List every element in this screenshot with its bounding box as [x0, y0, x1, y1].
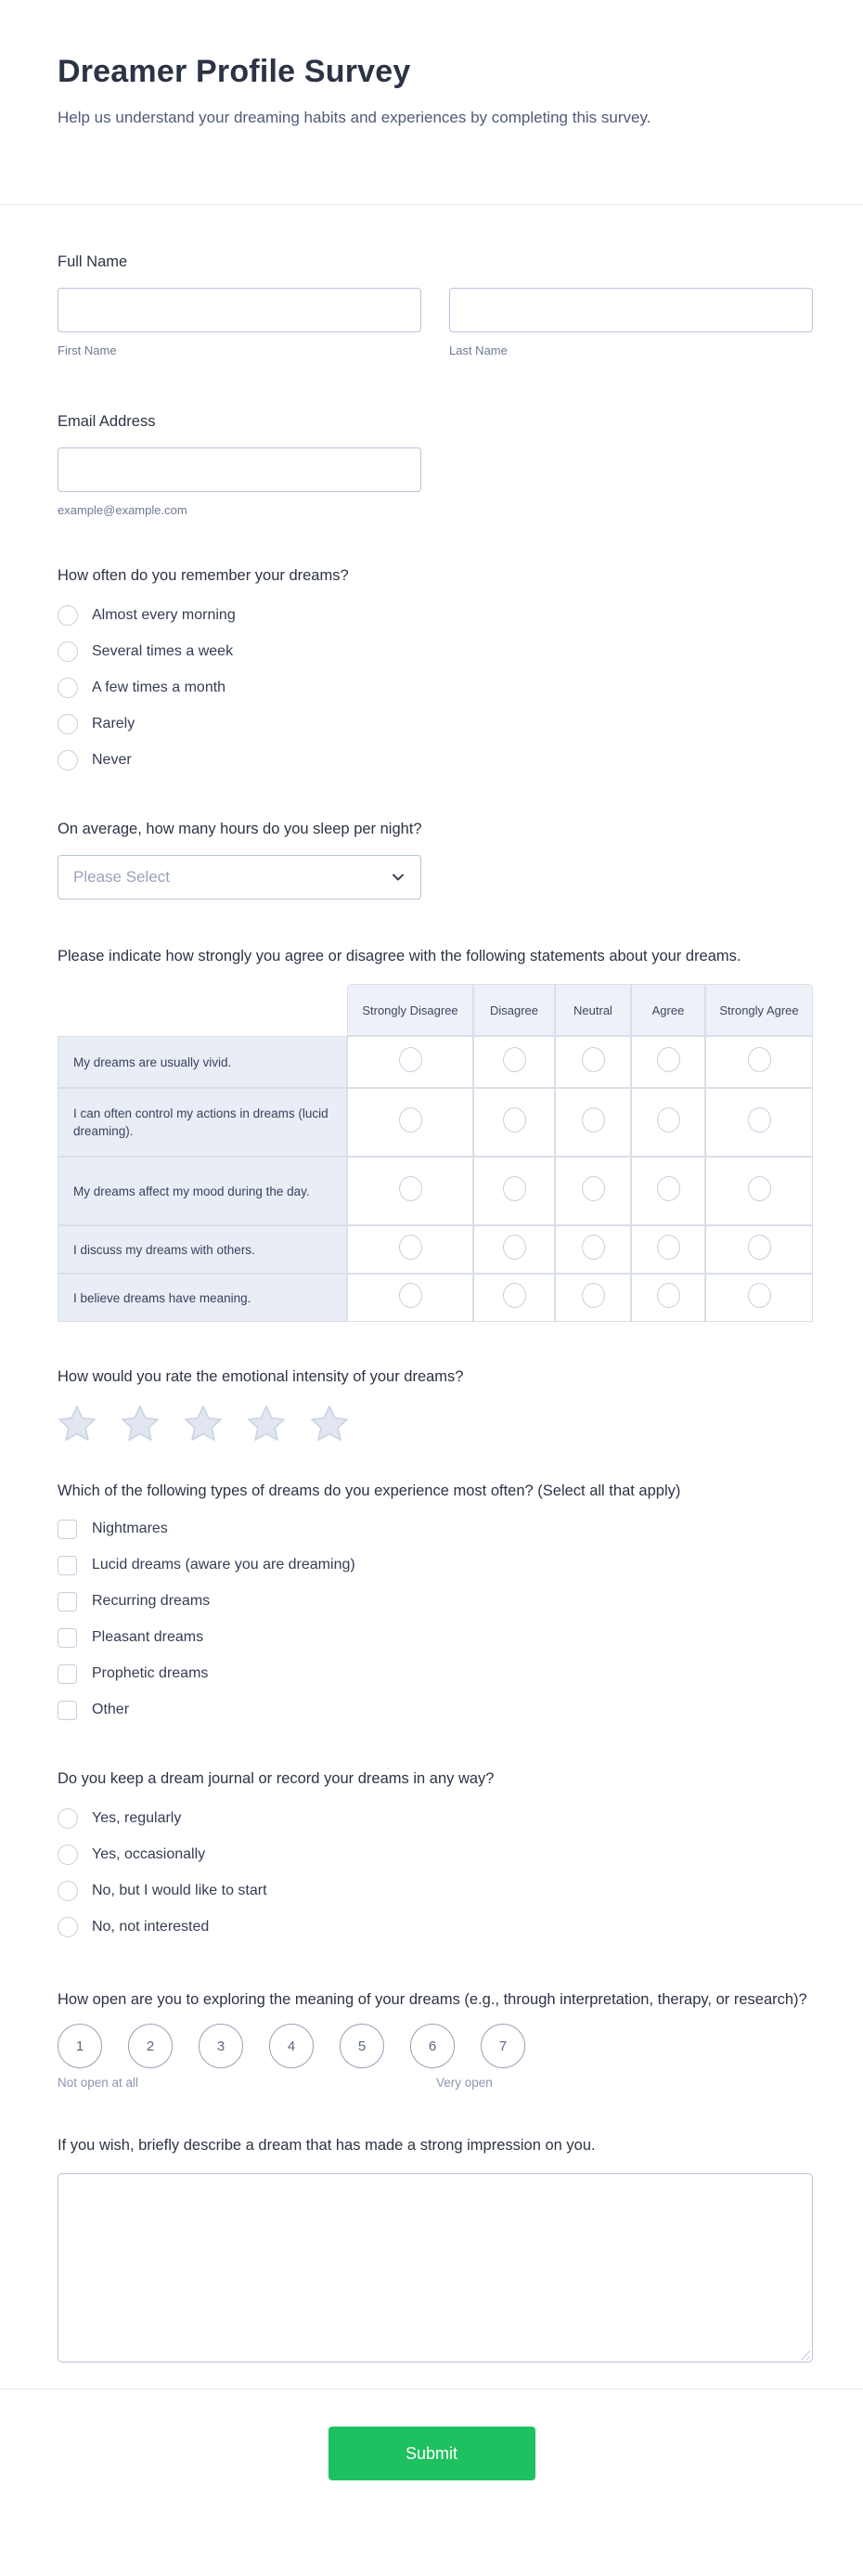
describe-dream-question: If you wish, briefly describe a dream that has made a strong impression on you. [58, 2137, 596, 2154]
matrix-row-label: My dreams are usually vivid. [58, 1036, 347, 1088]
question-email [58, 409, 813, 517]
matrix-row [58, 1157, 813, 1225]
star-icon[interactable] [310, 1405, 349, 1442]
star-rating [58, 1405, 813, 1442]
scale-max-label: Very open [436, 2076, 493, 2090]
matrix-row [58, 1036, 813, 1088]
checkbox-option-label: Prophetic dreams [92, 1665, 209, 1681]
matrix-row-label: I discuss my dreams with others. [58, 1225, 347, 1274]
matrix-column-header: Strongly Disagree [347, 984, 473, 1036]
matrix-radio[interactable] [503, 1047, 526, 1072]
remember-dreams-question: How often do you remember your dreams? [58, 567, 349, 584]
submit-button[interactable]: Submit [328, 2427, 535, 2480]
openness-question: How open are you to exploring the meaning of your dreams (e.g., through interpretation, therapy, or research)? [58, 1991, 807, 2008]
form-subtitle: Help us understand your dreaming habits and experiences by completing this survey. [58, 109, 651, 126]
matrix-radio[interactable] [657, 1107, 680, 1133]
matrix-row-label: I can often control my actions in dreams (lucid dreaming). [58, 1088, 347, 1157]
radio-option-label: Rarely [92, 716, 135, 731]
radio-option-label: Yes, occasionally [92, 1846, 206, 1862]
radio-icon[interactable] [58, 678, 78, 698]
scale-option-6[interactable]: 6 [410, 2024, 455, 2068]
radio-option-several-times-a-week[interactable] [58, 640, 813, 664]
matrix-radio[interactable] [399, 1047, 422, 1072]
radio-option-label: A few times a month [92, 680, 226, 695]
matrix-radio[interactable] [582, 1047, 605, 1072]
journal-question: Do you keep a dream journal or record your dreams in any way? [58, 1770, 495, 1787]
checkbox-option-label: Nightmares [92, 1521, 168, 1536]
scale-min-label: Not open at all [58, 2076, 139, 2090]
first-name-sublabel: First Name [58, 343, 117, 357]
matrix-row [58, 1088, 813, 1157]
submit-section [0, 2388, 863, 2525]
matrix-radio[interactable] [399, 1235, 422, 1260]
question-intensity [58, 1365, 813, 1442]
matrix-radio[interactable] [748, 1107, 771, 1133]
radio-icon[interactable] [58, 1808, 78, 1829]
matrix-radio[interactable] [582, 1176, 605, 1201]
matrix-radio[interactable] [657, 1235, 680, 1260]
intensity-question: How would you rate the emotional intensity of your dreams? [58, 1368, 464, 1385]
checkbox-option-label: Other [92, 1702, 130, 1717]
matrix-column-header: Strongly Agree [705, 984, 813, 1036]
page-title: Dreamer Profile Survey [58, 54, 411, 89]
radio-option-label: Several times a week [92, 643, 234, 659]
radio-option-label: Never [92, 752, 132, 768]
full-name-label: Full Name [58, 253, 128, 270]
matrix-radio[interactable] [657, 1176, 680, 1201]
matrix-radio[interactable] [503, 1176, 526, 1201]
openness-scale [58, 2024, 813, 2068]
radio-option-label: No, not interested [92, 1919, 210, 1935]
matrix-radio[interactable] [503, 1283, 526, 1308]
radio-option-label: Yes, regularly [92, 1810, 182, 1826]
matrix-row-label: My dreams affect my mood during the day. [58, 1157, 347, 1225]
radio-option-never[interactable] [58, 748, 813, 772]
select-placeholder: Please Select [73, 868, 170, 886]
matrix-table [58, 984, 813, 1322]
matrix-radio[interactable] [503, 1107, 526, 1133]
checkbox-icon[interactable] [58, 1664, 77, 1684]
matrix-row [58, 1225, 813, 1274]
radio-icon[interactable] [58, 605, 78, 626]
star-icon[interactable] [184, 1405, 223, 1442]
radio-option-yes-regularly[interactable] [58, 1806, 813, 1831]
matrix-radio[interactable] [503, 1235, 526, 1260]
radio-icon[interactable] [58, 1917, 78, 1937]
radio-option-almost-every-morning[interactable] [58, 603, 813, 628]
radio-icon[interactable] [58, 641, 78, 662]
sleep-hours-select[interactable] [58, 855, 421, 900]
radio-option-label: Almost every morning [92, 607, 236, 623]
radio-option-rarely[interactable] [58, 712, 813, 736]
dream-types-question: Which of the following types of dreams do you experience most often? (Select all that apply) [58, 1482, 681, 1499]
matrix-radio[interactable] [748, 1047, 771, 1072]
email-label: Email Address [58, 413, 156, 430]
checkbox-icon[interactable] [58, 1520, 77, 1539]
star-icon[interactable] [247, 1405, 286, 1442]
matrix-radio[interactable] [582, 1107, 605, 1133]
matrix-radio[interactable] [399, 1107, 422, 1133]
radio-option-no-but-would-like-to-start[interactable] [58, 1879, 813, 1903]
checkbox-icon[interactable] [58, 1628, 77, 1648]
scale-option-4[interactable]: 4 [269, 2024, 314, 2068]
radio-option-yes-occasionally[interactable] [58, 1843, 813, 1867]
last-name-sublabel: Last Name [449, 343, 508, 357]
checkbox-option-label: Lucid dreams (aware you are dreaming) [92, 1557, 355, 1573]
matrix-radio[interactable] [657, 1047, 680, 1072]
matrix-row-label: I believe dreams have meaning. [58, 1274, 347, 1322]
checkbox-option-label: Recurring dreams [92, 1593, 211, 1609]
radio-icon[interactable] [58, 1845, 78, 1865]
star-icon[interactable] [58, 1405, 97, 1442]
form-header [0, 0, 863, 205]
scale-option-5[interactable]: 5 [340, 2024, 384, 2068]
checkbox-option-nightmares[interactable] [58, 1517, 813, 1541]
radio-option-a-few-times-a-month[interactable] [58, 676, 813, 700]
question-full-name [58, 250, 813, 357]
matrix-column-header: Disagree [473, 984, 555, 1036]
matrix-radio[interactable] [399, 1176, 422, 1201]
checkbox-option-pleasant-dreams[interactable] [58, 1625, 813, 1650]
email-sublabel: example@example.com [58, 503, 187, 517]
matrix-radio[interactable] [748, 1283, 771, 1308]
matrix-corner-cell [58, 984, 347, 1036]
checkbox-icon[interactable] [58, 1701, 77, 1720]
form-body [0, 205, 863, 2388]
scale-option-7[interactable]: 7 [481, 2024, 525, 2068]
first-name-input[interactable] [58, 288, 421, 332]
question-remember-dreams [58, 563, 813, 772]
checkbox-option-label: Pleasant dreams [92, 1629, 204, 1645]
question-matrix [58, 944, 813, 1322]
radio-option-no-not-interested[interactable] [58, 1915, 813, 1939]
matrix-radio[interactable] [582, 1283, 605, 1308]
checkbox-icon[interactable] [58, 1556, 77, 1575]
checkbox-option-recurring-dreams[interactable] [58, 1589, 813, 1613]
matrix-radio[interactable] [748, 1176, 771, 1201]
scale-option-3[interactable]: 3 [199, 2024, 243, 2068]
last-name-input[interactable] [449, 288, 813, 332]
question-describe-dream [58, 2133, 813, 2362]
checkbox-option-lucid-dreams[interactable] [58, 1553, 813, 1577]
chevron-down-icon [391, 870, 406, 885]
radio-icon[interactable] [58, 750, 78, 770]
star-icon[interactable] [121, 1405, 160, 1442]
sleep-hours-question: On average, how many hours do you sleep per night? [58, 821, 422, 837]
question-journal [58, 1767, 813, 1939]
matrix-row [58, 1274, 813, 1322]
radio-icon[interactable] [58, 1881, 78, 1901]
email-input[interactable] [58, 447, 421, 492]
scale-option-2[interactable]: 2 [128, 2024, 173, 2068]
checkbox-option-other[interactable] [58, 1698, 813, 1722]
matrix-radio[interactable] [399, 1283, 422, 1308]
matrix-radio[interactable] [657, 1283, 680, 1308]
question-openness [58, 1987, 813, 2092]
checkbox-icon[interactable] [58, 1592, 77, 1612]
scale-option-1[interactable]: 1 [58, 2024, 102, 2068]
radio-icon[interactable] [58, 714, 78, 734]
question-sleep-hours [58, 817, 813, 900]
matrix-column-header: Agree [631, 984, 705, 1036]
describe-dream-textarea[interactable] [58, 2173, 813, 2362]
matrix-radio[interactable] [748, 1235, 771, 1260]
checkbox-option-prophetic-dreams[interactable] [58, 1662, 813, 1686]
question-dream-types [58, 1479, 813, 1722]
matrix-column-header: Neutral [555, 984, 631, 1036]
matrix-question: Please indicate how strongly you agree or disagree with the following statements about your dreams. [58, 948, 741, 964]
matrix-radio[interactable] [582, 1235, 605, 1260]
radio-option-label: No, but I would like to start [92, 1883, 267, 1898]
